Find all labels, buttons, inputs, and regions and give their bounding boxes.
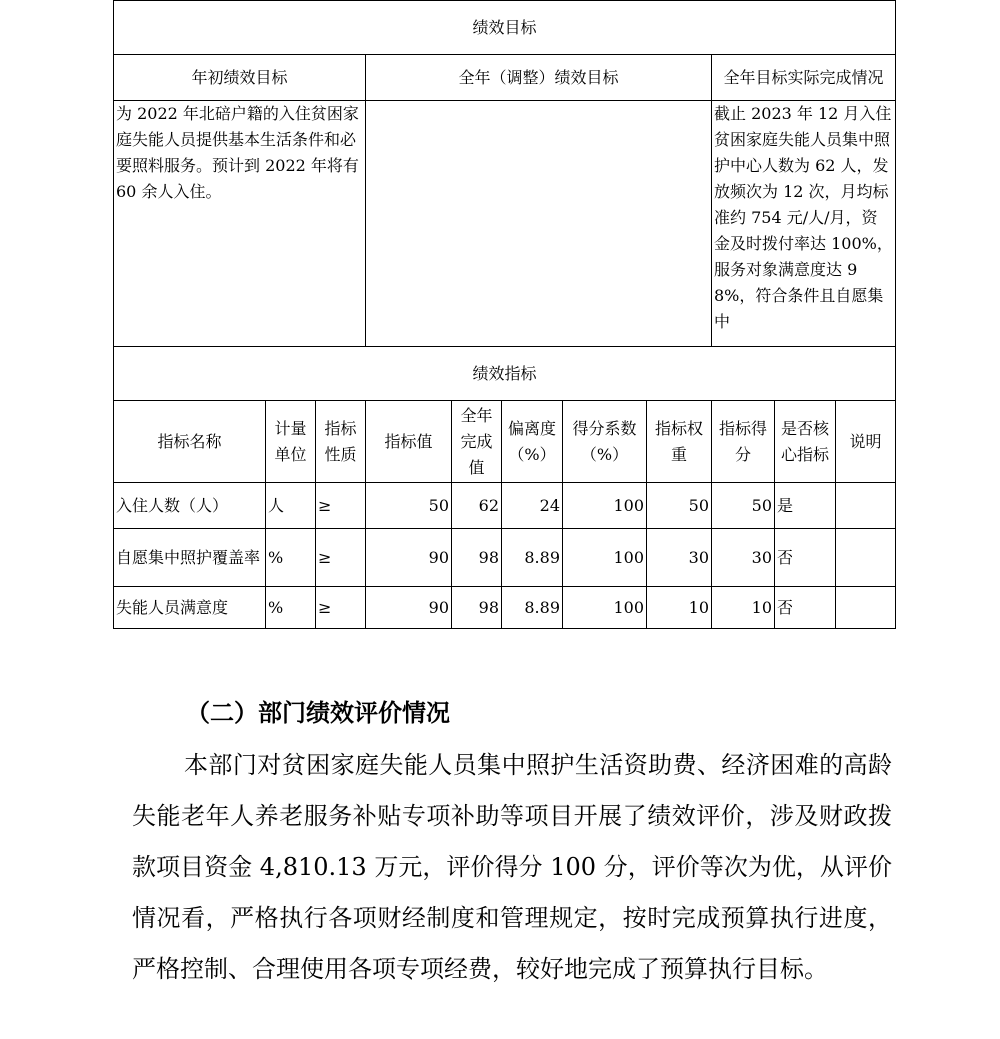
row-coefficient: 100 [563, 529, 647, 587]
indicators-section-title: 绩效指标 [114, 347, 896, 401]
row-weight: 30 [647, 529, 712, 587]
weight-header: 指标权重 [647, 401, 712, 483]
row-annual-value: 98 [452, 587, 502, 629]
row-nature: ≥ [316, 587, 366, 629]
actual-completion-header: 全年目标实际完成情况 [712, 55, 896, 101]
row-score: 50 [712, 483, 775, 529]
row-coefficient: 100 [563, 483, 647, 529]
indicators-title-row [114, 347, 896, 401]
nature-header: 指标性质 [316, 401, 366, 483]
row-weight: 50 [647, 483, 712, 529]
row-unit: 人 [266, 483, 316, 529]
deviation-header: 偏离度（%） [502, 401, 563, 483]
row-nature: ≥ [316, 529, 366, 587]
row-core-flag: 是 [775, 483, 836, 529]
table-row [114, 587, 896, 629]
row-note [836, 483, 896, 529]
row-score: 30 [712, 529, 775, 587]
indicator-value-header: 指标值 [366, 401, 452, 483]
row-indicator-value: 90 [366, 587, 452, 629]
row-annual-value: 98 [452, 529, 502, 587]
goal-title-row [114, 1, 896, 55]
core-indicator-header: 是否核心指标 [775, 401, 836, 483]
actual-completion-text: 截止 2023 年 12 月入住贫困家庭失能人员集中照护中心人数为 62 人，发放频次为 12 次，月均标准约 754 元/人/月，资金及时拨付率达 100%，服务对象满意度达 98%，符合条件且自愿集中 [712, 101, 896, 347]
row-deviation: 24 [502, 483, 563, 529]
row-unit: % [266, 587, 316, 629]
row-score: 10 [712, 587, 775, 629]
performance-table [113, 0, 896, 629]
unit-header: 计量单位 [266, 401, 316, 483]
row-nature: ≥ [316, 483, 366, 529]
row-indicator-name: 自愿集中照护覆盖率 [114, 529, 266, 587]
row-indicator-value: 90 [366, 529, 452, 587]
row-indicator-value: 50 [366, 483, 452, 529]
row-annual-value: 62 [452, 483, 502, 529]
goal-content-row [114, 101, 896, 347]
row-indicator-name: 失能人员满意度 [114, 587, 266, 629]
initial-goal-text: 为 2022 年北碚户籍的入住贫困家庭失能人员提供基本生活条件和必要照料服务。预计到 2022 年将有 60 余人入住。 [114, 101, 366, 347]
note-header: 说明 [836, 401, 896, 483]
row-deviation: 8.89 [502, 529, 563, 587]
row-deviation: 8.89 [502, 587, 563, 629]
initial-goal-header: 年初绩效目标 [114, 55, 366, 101]
row-weight: 10 [647, 587, 712, 629]
row-note [836, 529, 896, 587]
section-heading: （二）部门绩效评价情况 [186, 698, 450, 727]
row-indicator-name: 入住人数（人） [114, 483, 266, 529]
indicator-header-row [114, 401, 896, 483]
coefficient-header: 得分系数（%） [563, 401, 647, 483]
score-header: 指标得分 [712, 401, 775, 483]
table-row [114, 483, 896, 529]
row-unit: % [266, 529, 316, 587]
row-note [836, 587, 896, 629]
adjusted-goal-header: 全年（调整）绩效目标 [366, 55, 712, 101]
goal-section-title: 绩效目标 [114, 1, 896, 55]
annual-completion-header: 全年完成值 [452, 401, 502, 483]
row-core-flag: 否 [775, 587, 836, 629]
row-core-flag: 否 [775, 529, 836, 587]
table-row [114, 529, 896, 587]
goal-header-row [114, 55, 896, 101]
indicator-name-header: 指标名称 [114, 401, 266, 483]
body-paragraph: 本部门对贫困家庭失能人员集中照护生活资助费、经济困难的高龄失能老年人养老服务补贴专项补助等项目开展了绩效评价，涉及财政拨款项目资金 4,810.13 万元，评价得分 100 分，评价等次为优，从评价情况看，严格执行各项财经制度和管理规定，按时完成预算执行进度，严格控制、合理使用各项专项经费，较好地完成了预算执行目标。 [132, 751, 892, 983]
row-coefficient: 100 [563, 587, 647, 629]
adjusted-goal-text [366, 101, 712, 347]
